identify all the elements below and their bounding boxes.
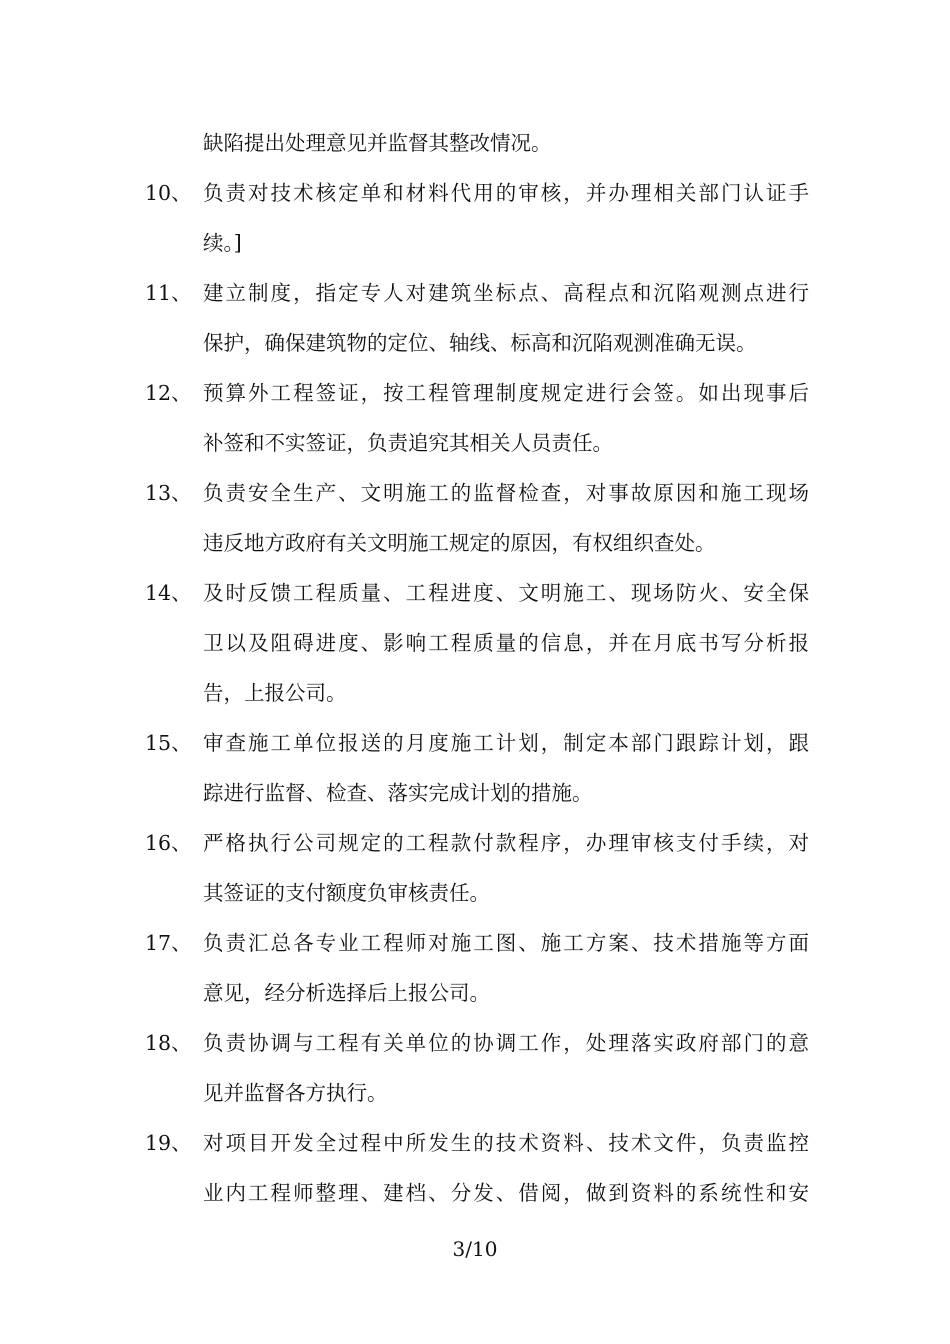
item-text xyxy=(203,918,809,1018)
list-item xyxy=(145,718,815,818)
list-item xyxy=(145,918,815,1018)
item-text xyxy=(203,268,809,368)
list-item xyxy=(145,1018,815,1118)
item-text-line: 其签证的支付额度负审核责任。 xyxy=(203,881,490,905)
item-text xyxy=(203,368,809,468)
item-number: 15、 xyxy=(145,731,192,755)
list-item xyxy=(145,368,815,468)
item-text xyxy=(203,168,809,268)
item-text xyxy=(203,818,809,918)
item-number: 12、 xyxy=(145,381,192,405)
item-text-line: 负责安全生产、文明施工的监督检查，对事故原因和施工现场 xyxy=(203,481,809,505)
list-item xyxy=(145,818,815,918)
item-text-line: 卫以及阻碍进度、影响工程质量的信息，并在月底书写分析报 xyxy=(203,631,809,655)
item-text-line: 意见，经分析选择后上报公司。 xyxy=(203,981,490,1005)
item-text-line: 严格执行公司规定的工程款付款程序，办理审核支付手续，对 xyxy=(203,831,809,855)
item-text-line: 告，上报公司。 xyxy=(203,681,347,705)
item-text-line: 踪进行监督、检查、落实完成计划的措施。 xyxy=(203,781,593,805)
list-item xyxy=(145,568,815,718)
item-text-line: 审查施工单位报送的月度施工计划，制定本部门跟踪计划，跟 xyxy=(203,731,809,755)
item-text-line: 保护，确保建筑物的定位、轴线、标高和沉陷观测准确无误。 xyxy=(203,331,757,355)
item-text-line: 补签和不实签证，负责追究其相关人员责任。 xyxy=(203,431,613,455)
item-text-line: 负责汇总各专业工程师对施工图、施工方案、技术措施等方面 xyxy=(203,931,809,955)
list-item xyxy=(145,168,815,268)
item-number: 11、 xyxy=(145,281,192,305)
item-text-line: 及时反馈工程质量、工程进度、文明施工、现场防火、安全保 xyxy=(203,581,809,605)
item-text-line: 续。] xyxy=(203,231,242,255)
item-text xyxy=(203,468,809,568)
item-text-line: 建立制度，指定专人对建筑坐标点、高程点和沉陷观测点进行 xyxy=(203,281,809,305)
item-text xyxy=(203,1018,809,1118)
item-number: 19、 xyxy=(145,1131,192,1155)
item-number: 18、 xyxy=(145,1031,192,1055)
list-item xyxy=(145,1118,815,1218)
page-number: 3/10 xyxy=(452,1237,498,1261)
item-text xyxy=(203,718,809,818)
item-text-line: 负责协调与工程有关单位的协调工作，处理落实政府部门的意 xyxy=(203,1031,809,1055)
list-item xyxy=(145,468,815,568)
item-text-line: 预算外工程签证，按工程管理制度规定进行会签。如出现事后 xyxy=(203,381,809,405)
item-text-line: 见并监督各方执行。 xyxy=(203,1081,388,1105)
numbered-list xyxy=(145,168,815,1218)
item-text-line: 违反地方政府有关文明施工规定的原因，有权组织查处。 xyxy=(203,531,716,555)
item-number: 10、 xyxy=(145,181,192,205)
item-number: 16、 xyxy=(145,831,192,855)
item-text-line: 对项目开发全过程中所发生的技术资料、技术文件，负责监控 xyxy=(203,1131,809,1155)
list-item xyxy=(145,268,815,368)
item-text-line: 业内工程师整理、建档、分发、借阅，做到资料的系统性和安 xyxy=(203,1181,809,1205)
item-number: 14、 xyxy=(145,581,192,605)
continuation-line: 缺陷提出处理意见并监督其整改情况。 xyxy=(203,131,552,155)
item-text-line: 负责对技术核定单和材料代用的审核，并办理相关部门认证手 xyxy=(203,181,809,205)
item-text xyxy=(203,568,809,718)
item-text xyxy=(203,1118,809,1218)
item-number: 13、 xyxy=(145,481,192,505)
item-number: 17、 xyxy=(145,931,192,955)
